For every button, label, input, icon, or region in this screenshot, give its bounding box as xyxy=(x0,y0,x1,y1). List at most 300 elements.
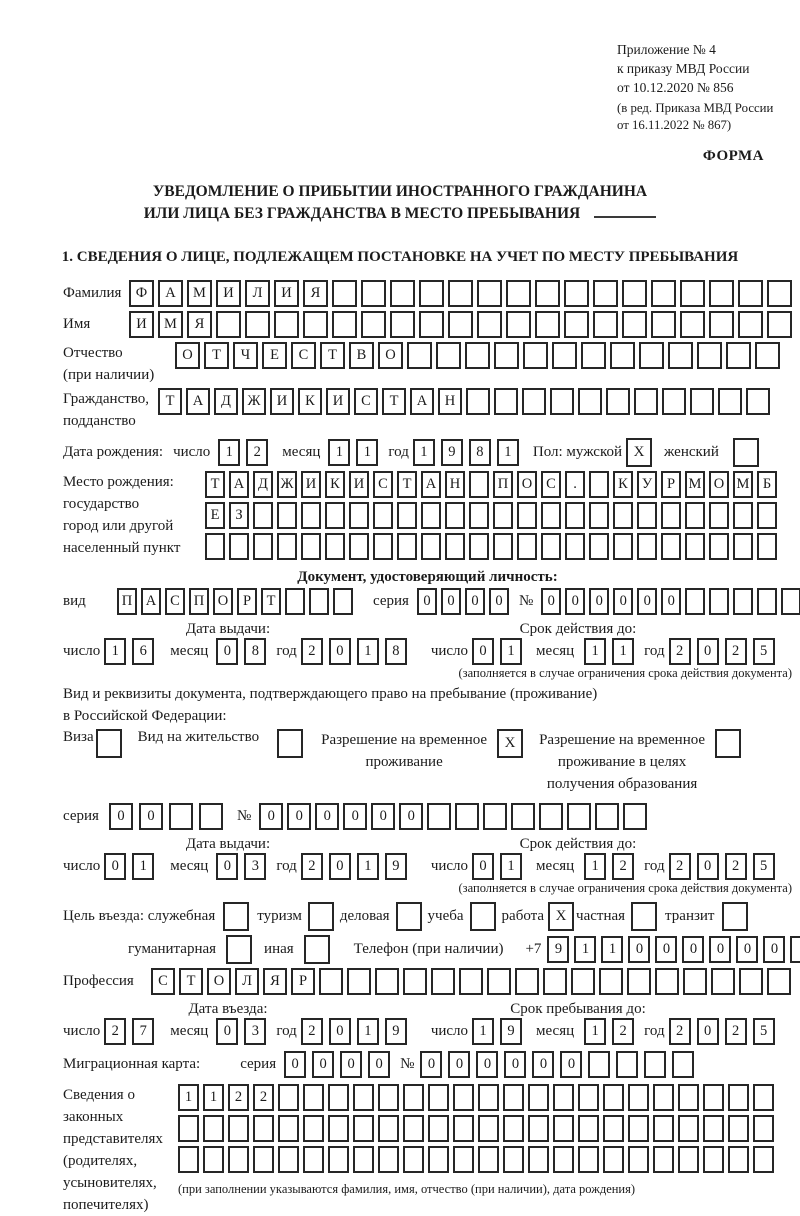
form-cell xyxy=(685,502,705,529)
purpose-tourism-label: туризм xyxy=(257,908,302,924)
form-cell: 1 xyxy=(612,638,634,665)
form-cell xyxy=(178,1146,199,1173)
form-label: месяц xyxy=(170,1023,209,1039)
migration-card-row xyxy=(63,1051,792,1078)
form-cell xyxy=(543,968,567,995)
legal-representatives-block-label xyxy=(63,1084,178,1216)
form-label: Отчество xyxy=(63,345,123,361)
form-label: число xyxy=(430,858,469,874)
form-cell: О xyxy=(709,471,729,498)
form-cell: 2 xyxy=(612,1018,634,1045)
form-cell xyxy=(278,1115,299,1142)
form-cell: 0 xyxy=(465,588,485,615)
entry-month-cells xyxy=(216,1018,272,1045)
form-cell: М xyxy=(685,471,705,498)
form-cell xyxy=(588,1051,610,1078)
form-cell xyxy=(419,311,444,338)
sex-label: Пол: мужской xyxy=(532,444,623,460)
form-cell xyxy=(589,471,609,498)
form-cell xyxy=(373,533,393,560)
annex-line-1: Приложение № 4 xyxy=(617,42,716,57)
form-cell xyxy=(709,533,729,560)
form-cell xyxy=(593,311,618,338)
form-cell: 0 xyxy=(637,588,657,615)
form-cell: 2 xyxy=(104,1018,126,1045)
form-cell xyxy=(278,1146,299,1173)
form-cell xyxy=(651,311,676,338)
form-cell xyxy=(503,1146,524,1173)
purpose-private-checkbox xyxy=(631,902,657,931)
stay-until-month-cells xyxy=(584,1018,640,1045)
patronymic-block-cells xyxy=(175,342,784,373)
purpose-private-label: частная xyxy=(576,908,626,924)
birthplace-block-label xyxy=(63,471,205,559)
form-cell xyxy=(564,280,589,307)
form-cell: И xyxy=(270,388,294,415)
form-cell xyxy=(278,1084,299,1111)
patronymic-cells-group xyxy=(175,342,784,369)
form-cell xyxy=(685,533,705,560)
male-checkbox: X xyxy=(626,438,652,467)
form-cell xyxy=(466,388,490,415)
form-label-line: проживание xyxy=(365,754,443,770)
form-cell: 0 xyxy=(284,1051,306,1078)
legal-rep-cells-row2-group xyxy=(178,1115,778,1142)
form-cell xyxy=(403,1146,424,1173)
form-label: год xyxy=(276,858,297,874)
permit-issue-day-cells xyxy=(104,853,160,880)
form-cell: 0 xyxy=(682,936,704,963)
form-cell xyxy=(757,502,777,529)
surname-cells xyxy=(129,280,796,307)
form-cell: 0 xyxy=(697,638,719,665)
form-cell: О xyxy=(213,588,233,615)
form-cell xyxy=(477,280,502,307)
female-label: женский xyxy=(664,444,719,460)
form-label: Сведения о xyxy=(63,1087,135,1103)
form-cell: 5 xyxy=(753,1018,775,1045)
form-label: число xyxy=(63,858,101,874)
form-cell: 0 xyxy=(368,1051,390,1078)
birthplace-cells-row1-group xyxy=(205,471,781,498)
form-cell xyxy=(245,311,270,338)
form-label: год xyxy=(388,444,409,460)
form-cell xyxy=(634,388,658,415)
form-cell: Р xyxy=(291,968,315,995)
form-cell: Т xyxy=(205,471,225,498)
permit-dates-row xyxy=(63,853,792,880)
form-cell xyxy=(216,311,241,338)
phone-label: Телефон (при наличии) xyxy=(353,941,504,957)
annex-line-3: от 10.12.2020 № 856 xyxy=(617,80,734,95)
doc-number-cells xyxy=(541,588,800,615)
form-cell xyxy=(448,280,473,307)
form-cell: 2 xyxy=(669,853,691,880)
form-cell: 0 xyxy=(476,1051,498,1078)
form-cell xyxy=(353,1146,374,1173)
form-cell xyxy=(709,588,729,615)
form-cell xyxy=(553,1115,574,1142)
form-cell xyxy=(653,1146,674,1173)
form-cell xyxy=(469,533,489,560)
form-cell xyxy=(703,1115,724,1142)
form-cell xyxy=(578,388,602,415)
form-cell xyxy=(309,588,329,615)
form-cell xyxy=(478,1115,499,1142)
id-issue-month-cells xyxy=(216,638,272,665)
form-cell xyxy=(428,1146,449,1173)
form-cell: К xyxy=(613,471,633,498)
form-cell xyxy=(453,1146,474,1173)
form-cell: 7 xyxy=(132,1018,154,1045)
form-cell: 0 xyxy=(441,588,461,615)
purpose-business-checkbox xyxy=(396,902,422,931)
form-cell: 0 xyxy=(763,936,785,963)
form-label: месяц xyxy=(536,643,575,659)
form-cell xyxy=(553,1084,574,1111)
migration-card-label: Миграционная карта: xyxy=(63,1056,201,1072)
birthplace-block xyxy=(63,471,792,564)
form-cell: П xyxy=(189,588,209,615)
form-cell xyxy=(303,1146,324,1173)
form-cell xyxy=(739,968,763,995)
form-label: число xyxy=(430,643,469,659)
form-label: год xyxy=(644,858,665,874)
form-cell xyxy=(622,280,647,307)
form-cell: 2 xyxy=(301,853,323,880)
surname-label: Фамилия xyxy=(63,285,122,301)
form-cell: 0 xyxy=(417,588,437,615)
form-label: год xyxy=(644,1023,665,1039)
form-label: месяц xyxy=(536,1023,575,1039)
form-cell xyxy=(781,588,800,615)
form-cell: М xyxy=(158,311,183,338)
form-cell xyxy=(728,1084,749,1111)
identity-doc-heading: Документ, удостоверяющий личность: xyxy=(297,569,558,585)
form-cell xyxy=(303,311,328,338)
form-title xyxy=(0,181,800,225)
form-cell: И xyxy=(274,280,299,307)
form-cell: 0 xyxy=(697,1018,719,1045)
form-cell: 0 xyxy=(489,588,509,615)
form-cell: О xyxy=(517,471,537,498)
form-cell xyxy=(709,280,734,307)
form-cell: У xyxy=(637,471,657,498)
form-cell: П xyxy=(493,471,513,498)
permit-expiry-year-cells xyxy=(669,853,781,880)
form-cell: С xyxy=(291,342,316,369)
form-cell xyxy=(653,1115,674,1142)
form-cell: Ф xyxy=(129,280,154,307)
form-cell xyxy=(753,1084,774,1111)
legal-rep-cells-row3 xyxy=(178,1146,778,1173)
form-cell xyxy=(767,311,792,338)
id-expiry-day-cells xyxy=(472,638,528,665)
annex-reference xyxy=(617,40,800,97)
form-cell xyxy=(301,502,321,529)
form-cell xyxy=(303,1084,324,1111)
arrival-notification-form xyxy=(0,40,800,1213)
purpose-transit-label: транзит xyxy=(665,908,715,924)
form-cell xyxy=(651,280,676,307)
form-cell xyxy=(728,1146,749,1173)
form-cell xyxy=(644,1051,666,1078)
annex-edit-line-2: от 16.11.2022 № 867) xyxy=(617,118,732,132)
form-cell xyxy=(703,1146,724,1173)
id-doc-dates-row xyxy=(63,638,792,665)
form-cell: Т xyxy=(397,471,417,498)
permit-date-headers-right: Срок действия до: xyxy=(519,836,637,852)
form-cell xyxy=(593,280,618,307)
form-cell: А xyxy=(141,588,161,615)
form-cell xyxy=(333,588,353,615)
form-cell xyxy=(465,342,490,369)
form-cell xyxy=(685,588,705,615)
birthplace-cells-row2-group xyxy=(205,502,781,529)
form-cell: С xyxy=(373,471,393,498)
form-cell xyxy=(680,280,705,307)
form-cell: 8 xyxy=(469,439,491,466)
form-cell: 0 xyxy=(472,638,494,665)
form-cell xyxy=(746,388,770,415)
form-cell xyxy=(397,533,417,560)
section1-heading: 1. СВЕДЕНИЯ О ЛИЦЕ, ПОДЛЕЖАЩЕМ ПОСТАНОВКЕ НА УЧЕТ ПО МЕСТУ ПРЕБЫВАНИЯ xyxy=(61,249,739,265)
form-cell xyxy=(506,280,531,307)
form-cell xyxy=(228,1115,249,1142)
form-cell: 0 xyxy=(661,588,681,615)
form-cell: 1 xyxy=(584,1018,606,1045)
purpose-work-checkbox: X xyxy=(548,902,574,931)
form-cell: 8 xyxy=(385,638,407,665)
form-cell xyxy=(328,1115,349,1142)
form-cell xyxy=(493,533,513,560)
form-cell: 2 xyxy=(253,1084,274,1111)
form-cell xyxy=(565,533,585,560)
form-cell: 5 xyxy=(753,853,775,880)
form-label: № xyxy=(400,1056,415,1072)
form-cell: А xyxy=(158,280,183,307)
form-cell xyxy=(403,1115,424,1142)
form-cell: Р xyxy=(661,471,681,498)
birth-date-row xyxy=(63,438,792,467)
form-cell xyxy=(683,968,707,995)
form-cell: 0 xyxy=(329,853,351,880)
form-cell xyxy=(419,280,444,307)
form-cell: 0 xyxy=(216,1018,238,1045)
form-cell: 1 xyxy=(500,853,522,880)
form-cell: Т xyxy=(261,588,281,615)
form-label: число xyxy=(173,444,211,460)
id-issue-year-cells xyxy=(301,638,413,665)
form-cell xyxy=(332,311,357,338)
purpose-study-label: учеба xyxy=(427,908,464,924)
legal-representatives-block xyxy=(63,1084,792,1216)
form-cell: . xyxy=(565,471,585,498)
purpose-official-label: Цель въезда: служебная xyxy=(63,908,216,924)
form-cell: 1 xyxy=(104,638,126,665)
form-cell: 0 xyxy=(312,1051,334,1078)
form-cell: 0 xyxy=(472,853,494,880)
permit-issue-month-cells xyxy=(216,853,272,880)
form-cell xyxy=(541,533,561,560)
form-cell: 1 xyxy=(132,853,154,880)
form-cell xyxy=(428,1115,449,1142)
form-cell xyxy=(552,342,577,369)
form-label: населенный пункт xyxy=(63,540,181,556)
form-cell xyxy=(628,1084,649,1111)
birthplace-cells-row1 xyxy=(205,471,781,498)
form-cell: А xyxy=(186,388,210,415)
form-cell xyxy=(453,1115,474,1142)
form-cell xyxy=(445,502,465,529)
legal-rep-cells-row2 xyxy=(178,1115,778,1142)
visit-purpose-row xyxy=(63,902,792,931)
citizenship-block-cells xyxy=(158,388,774,419)
form-cell: А xyxy=(421,471,441,498)
form-cell xyxy=(578,1115,599,1142)
form-cell: 0 xyxy=(287,803,311,830)
form-cell: 0 xyxy=(560,1051,582,1078)
form-cell: 0 xyxy=(259,803,283,830)
surname-row xyxy=(63,280,792,307)
form-cell: 0 xyxy=(109,803,133,830)
form-cell: К xyxy=(325,471,345,498)
form-cell: 0 xyxy=(340,1051,362,1078)
form-cell: 0 xyxy=(448,1051,470,1078)
form-cell xyxy=(767,280,792,307)
form-cell: 1 xyxy=(497,439,519,466)
title-blank-line xyxy=(594,204,656,218)
form-cell: 1 xyxy=(357,1018,379,1045)
form-cell xyxy=(726,342,751,369)
patronymic-block xyxy=(63,342,792,386)
annex-edit-line-1: (в ред. Приказа МВД России xyxy=(617,101,774,115)
form-cell xyxy=(228,1146,249,1173)
form-cell xyxy=(603,1146,624,1173)
form-label: месяц xyxy=(282,444,321,460)
form-cell xyxy=(503,1115,524,1142)
form-cell xyxy=(578,1084,599,1111)
form-cell xyxy=(553,1146,574,1173)
form-cell: 0 xyxy=(697,853,719,880)
form-cell: 1 xyxy=(357,853,379,880)
entry-date-headers-left: Дата въезда: xyxy=(188,1001,268,1017)
form-cell: Т xyxy=(204,342,229,369)
form-cell: 1 xyxy=(601,936,623,963)
form-cell xyxy=(523,342,548,369)
form-cell xyxy=(361,311,386,338)
form-cell xyxy=(628,1146,649,1173)
form-cell: 1 xyxy=(203,1084,224,1111)
form-cell: О xyxy=(175,342,200,369)
form-cell: 2 xyxy=(725,853,747,880)
form-cell: 0 xyxy=(399,803,423,830)
birthplace-cells-row2 xyxy=(205,502,781,529)
form-cell xyxy=(325,533,345,560)
doc-type-cells xyxy=(117,588,357,615)
form-cell: 1 xyxy=(472,1018,494,1045)
form-cell xyxy=(528,1146,549,1173)
temp-residence-edu-label xyxy=(539,729,705,795)
form-cell xyxy=(511,803,535,830)
form-cell xyxy=(205,533,225,560)
form-cell xyxy=(541,502,561,529)
form-label: попечителях) xyxy=(63,1197,149,1213)
form-cell: 0 xyxy=(420,1051,442,1078)
form-cell: 1 xyxy=(574,936,596,963)
purpose-tourism-checkbox xyxy=(308,902,334,931)
temp-residence-edu-checkbox xyxy=(715,729,741,758)
form-cell xyxy=(757,533,777,560)
purpose-work-label: работа xyxy=(501,908,545,924)
form-cell xyxy=(610,342,635,369)
form-cell xyxy=(455,803,479,830)
form-label-line: получения образования xyxy=(546,776,698,792)
form-cell xyxy=(373,502,393,529)
form-label-line: Разрешение на временное xyxy=(539,732,706,748)
form-cell: 6 xyxy=(132,638,154,665)
form-cell: Я xyxy=(303,280,328,307)
form-cell xyxy=(603,1084,624,1111)
form-cell xyxy=(203,1146,224,1173)
form-cell: 0 xyxy=(343,803,367,830)
fill-note: (при заполнении указываются фамилия, имя, отчество (при наличии), дата рождения) xyxy=(178,1182,636,1196)
form-cell xyxy=(595,803,619,830)
form-cell xyxy=(506,311,531,338)
form-cell xyxy=(767,968,791,995)
form-cell xyxy=(390,311,415,338)
form-cell: 2 xyxy=(228,1084,249,1111)
form-cell: С xyxy=(165,588,185,615)
form-label: год xyxy=(276,643,297,659)
form-cell xyxy=(378,1146,399,1173)
form-cell xyxy=(503,1084,524,1111)
permit-series-cells xyxy=(109,803,229,830)
entry-dates-row xyxy=(63,1018,792,1045)
purpose-humanitarian-checkbox xyxy=(226,935,252,964)
form-cell: П xyxy=(117,588,137,615)
id-expiry-year-cells xyxy=(669,638,781,665)
form-label: подданство xyxy=(63,413,136,429)
doc-series-cells xyxy=(417,588,513,615)
permit-expiry-month-cells xyxy=(584,853,640,880)
permit-date-headers-left: Дата выдачи: xyxy=(185,836,271,852)
form-cell xyxy=(678,1146,699,1173)
form-cell xyxy=(690,388,714,415)
form-cell xyxy=(616,1051,638,1078)
form-cell: 1 xyxy=(584,853,606,880)
form-cell: 2 xyxy=(725,638,747,665)
form-cell: К xyxy=(298,388,322,415)
form-cell xyxy=(277,533,297,560)
form-cell xyxy=(459,968,483,995)
form-cell xyxy=(347,968,371,995)
form-label: представителях xyxy=(63,1131,163,1147)
form-cell: В xyxy=(349,342,374,369)
form-cell xyxy=(623,803,647,830)
female-checkbox xyxy=(733,438,759,467)
form-cell xyxy=(613,502,633,529)
form-cell: 5 xyxy=(753,638,775,665)
form-cell: 0 xyxy=(709,936,731,963)
form-cell xyxy=(738,280,763,307)
form-cell xyxy=(571,968,595,995)
form-label: усыновителях, xyxy=(63,1175,157,1191)
visa-label: Виза xyxy=(63,729,94,745)
form-cell: И xyxy=(129,311,154,338)
form-cell xyxy=(757,588,777,615)
form-cell xyxy=(622,311,647,338)
